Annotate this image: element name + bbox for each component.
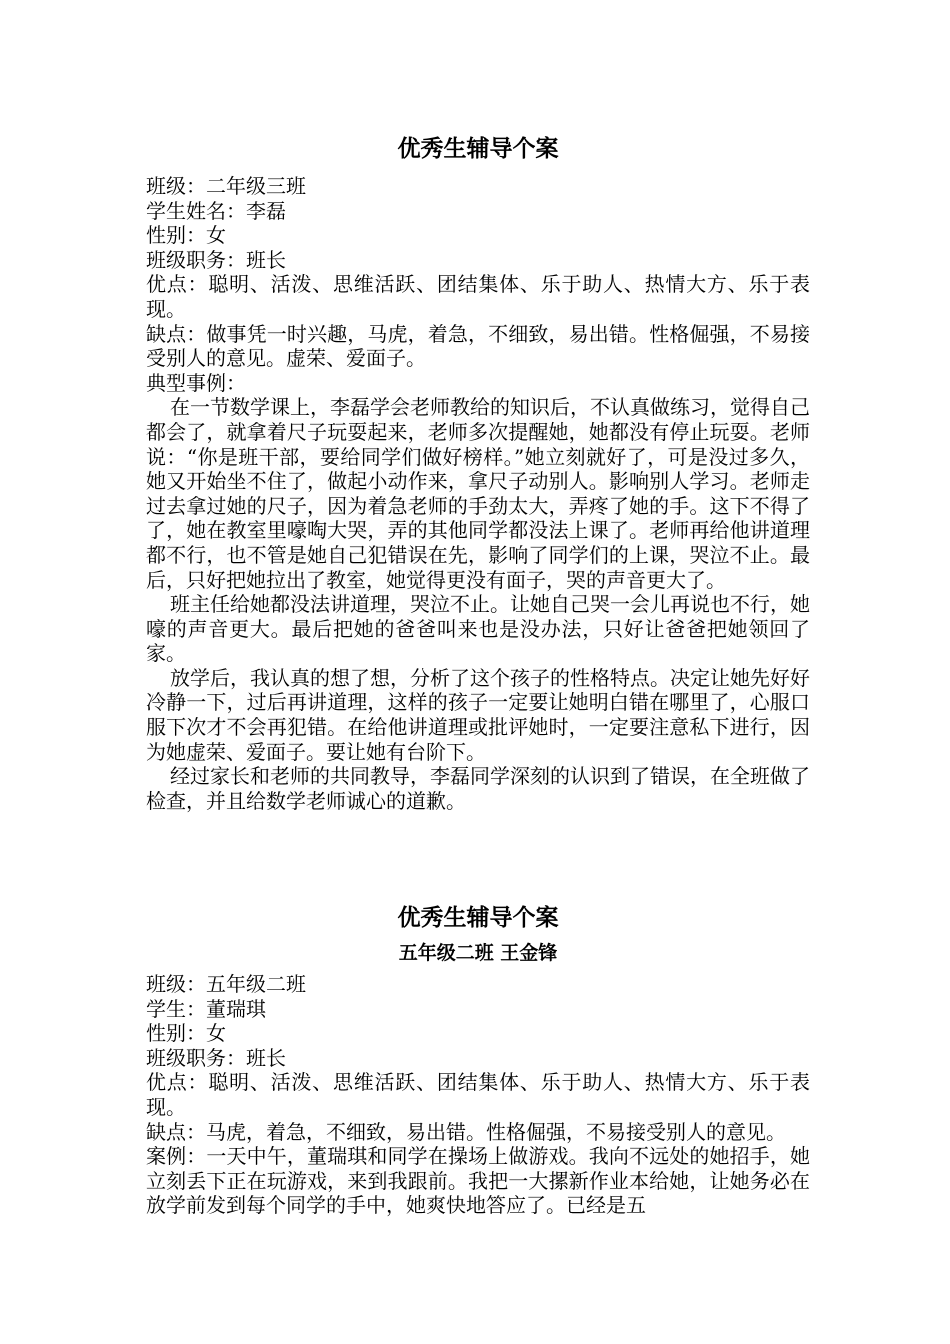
gender-field: 性别：女 bbox=[146, 223, 226, 248]
student-name-field: 学生：董瑞琪 bbox=[146, 996, 266, 1021]
student-name-field: 学生姓名：李磊 bbox=[146, 198, 286, 223]
case-section-1 bbox=[146, 135, 810, 813]
weaknesses-field: 缺点：做事凭一时兴趣，马虎，着急，不细致，易出错。性格倔强，不易接受别人的意见。虚荣、爱面子。 bbox=[146, 321, 810, 371]
position-field: 班级职务：班长 bbox=[146, 247, 286, 272]
section-title: 优秀生辅导个案 bbox=[397, 905, 559, 931]
strengths-field: 优点：聪明、活泼、思维活跃、团结集体、乐于助人、热情大方、乐于表现。 bbox=[146, 1070, 810, 1119]
section-title: 优秀生辅导个案 bbox=[397, 136, 559, 162]
section-subtitle: 五年级二班 王金锋 bbox=[398, 942, 558, 964]
strengths-field: 优点：聪明、活泼、思维活跃、团结集体、乐于助人、热情大方、乐于表现。 bbox=[146, 272, 810, 321]
case-paragraph: 班主任给她都没法讲道理，哭泣不止。让她自己哭一会儿再说也不行，她嚎的声音更大。最后把她的爸爸叫来也是没办法，只好让爸爸把她领回了家。 bbox=[146, 592, 810, 666]
class-field: 班级：五年级二班 bbox=[146, 972, 306, 996]
case-paragraph: 经过家长和老师的共同教导，李磊同学深刻的认识到了错误，在全班做了检查，并且给数学老师诚心的道歉。 bbox=[146, 764, 810, 813]
case-section-2 bbox=[146, 904, 810, 1218]
weaknesses-field: 缺点：马虎，着急，不细致，易出错。性格倔强，不易接受别人的意见。 bbox=[146, 1119, 786, 1144]
case-paragraph: 案例：一天中午，董瑞琪和同学在操场上做游戏。我向不远处的她招手，她立刻丢下正在玩游戏，来到我跟前。我把一大摞新作业本给她，让她务必在放学前发到每个同学的手中，她爽快地答应了。已经是五 bbox=[146, 1144, 810, 1218]
case-paragraph: 在一节数学课上，李磊学会老师教给的知识后，不认真做练习，觉得自己都会了，就拿着尺子玩耍起来，老师多次提醒她，她都没有停止玩耍。老师说：“你是班干部，要给同学们做好榜样。”她立刻就好了，可是没过多久，她又开始坐不住了，做起小动作来，拿尺子动别人。影响别人学习。老师走过去拿过她的尺子，因为着急老师的手劲太大，弄疼了她的手。这下不得了了，她在教室里嚎啕大哭，弄的其他同学都没法上课了。老师再给他讲道理都不行，也不管是她自己犯错误在先，影响了同学们的上课，哭泣不止。最后，只好把她拉出了教室，她觉得更没有面子，哭的声音更大了。 bbox=[146, 395, 810, 592]
class-field: 班级：二年级三班 bbox=[146, 174, 306, 198]
gender-field: 性别：女 bbox=[146, 1021, 226, 1046]
position-field: 班级职务：班长 bbox=[146, 1045, 286, 1070]
case-paragraph: 放学后，我认真的想了想，分析了这个孩子的性格特点。决定让她先好好冷静一下，过后再讲道理，这样的孩子一定要让她明白错在哪里了，心服口服下次才不会再犯错。在给他讲道理或批评她时，一定要注意私下进行，因为她虚荣、爱面子。要让她有台阶下。 bbox=[146, 665, 810, 764]
case-label: 典型事例： bbox=[146, 370, 246, 395]
